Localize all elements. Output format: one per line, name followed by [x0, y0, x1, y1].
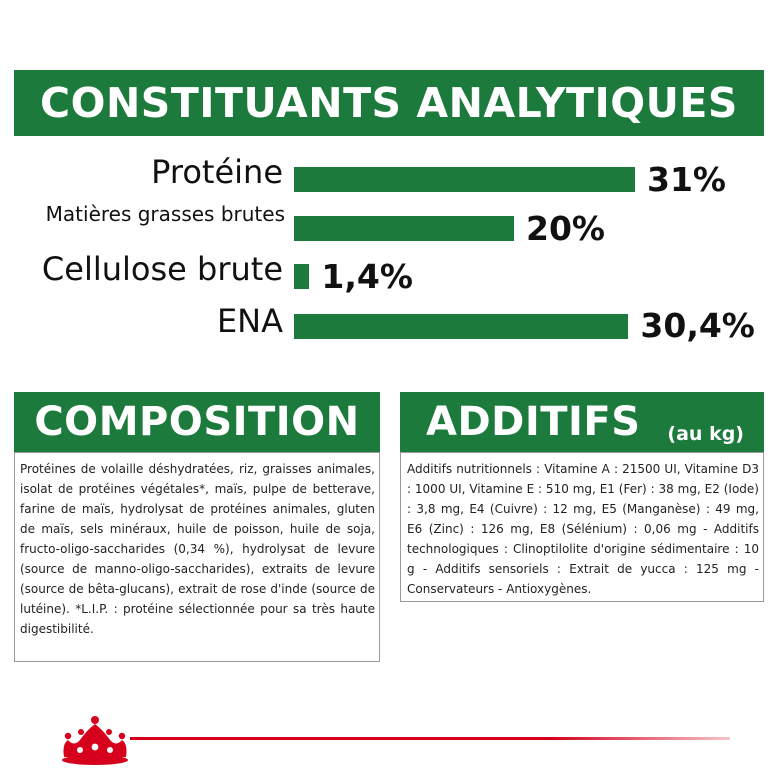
additifs-text: Additifs nutritionnels : Vitamine A : 21500 UI, Vitamine D3 : 1000 UI, Vitamine E : 510 mg, E1 (Fer) : 38 mg, E2 (Iode) : 3,8 mg, E4 (Cuivre) : 12 mg, E5 (Manganèse) : 49 mg, E6 (Zinc) : 126 mg, E8 (Sélénium) : 0,06 mg - Additifs technologiques : Clinoptilolite d'origine sédimentaire : 10 g - Additifs sensoriels : Extrait de yucca : 125 mg - Conservateurs - Antioxygènes.: [400, 452, 764, 602]
bar-ena: [294, 314, 628, 339]
additifs-title: ADDITIFS: [426, 399, 641, 445]
value-matieres-grasses: 20%: [526, 209, 605, 248]
value-proteine: 31%: [647, 160, 726, 199]
additifs-subtitle: (au kg): [667, 423, 744, 445]
row-label-matieres-grasses: Matières grasses brutes: [45, 202, 285, 226]
bar-cellulose: [294, 264, 309, 289]
row-label-cellulose: Cellulose brute: [41, 250, 283, 288]
value-ena: 30,4%: [640, 306, 755, 345]
row-label-proteine: Protéine: [151, 153, 283, 191]
bar-proteine: [294, 167, 635, 192]
analytique-banner: [14, 70, 764, 136]
row-label-ena: ENA: [216, 302, 283, 340]
value-cellulose: 1,4%: [321, 257, 413, 296]
footer-line: [130, 737, 730, 740]
crown-icon: [54, 714, 136, 766]
composition-text: Protéines de volaille déshydratées, riz, graisses animales, isolat de protéines végétales*, maïs, pulpe de betterave, farine de maïs, hydrolysat de protéines animales, gluten de maïs, sels minéraux, huile de poisson, huile de soja, fructo-oligo-saccharides (0,34 %), hydrolysat de levure (source de manno-oligo-saccharides), extraits de levure (source de bêta-glucans), extrait de rose d'inde (source de lutéine). *L.I.P. : protéine sélectionnée pour sa très haute digestibilité.: [14, 452, 380, 662]
bar-matieres-grasses: [294, 216, 514, 241]
composition-banner: [14, 392, 380, 452]
analytique-title: CONSTITUANTS ANALYTIQUES: [40, 79, 738, 127]
composition-title: COMPOSITION: [34, 399, 360, 445]
additifs-banner: [400, 392, 764, 452]
